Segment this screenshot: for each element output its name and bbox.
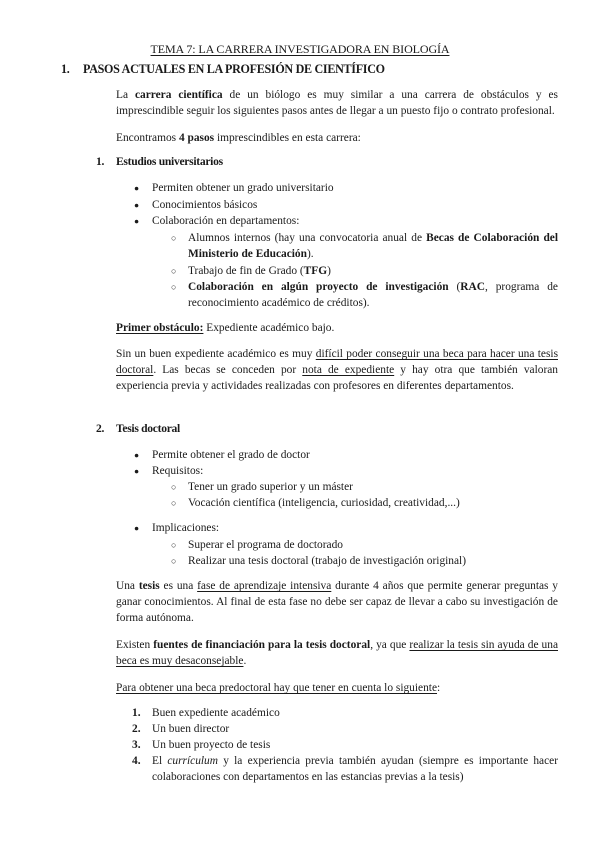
sub-bullet-item [188, 279, 558, 311]
underlined-text: nota de expediente [302, 364, 395, 376]
text-run: . [243, 655, 247, 667]
step-number: 2. [96, 422, 105, 435]
text-run: y la experiencia previa también ayudan (siempre es importante hacer colaboraciones con departamentos en las estancias previas a la tesis) [152, 755, 558, 783]
tesis-paragraph [116, 578, 558, 626]
item-text: Buen expediente académico [152, 707, 280, 719]
bold-term: fuentes de financiación para la tesis doctoral [153, 639, 371, 651]
bullet-item: ● Requisitos: [152, 463, 552, 479]
text-run: . Las becas se conceden por [153, 364, 303, 376]
bold-term: TFG [303, 265, 328, 277]
underlined-text: fase de aprendizaje intensiva [197, 580, 332, 592]
text-run: Existen [116, 639, 154, 651]
text-run: imprescindibles en esta carrera: [214, 132, 361, 144]
bold-term: Colaboración en algún proyecto de investigación [188, 281, 449, 293]
item-number: 3. [132, 739, 141, 751]
text-run: durante 4 años que permite generar preguntas y ganar conocimientos. Al final de esta fase no debe ser capaz de llevar a cabo su investigación de forma autónoma. [116, 580, 559, 624]
numbered-item [132, 753, 558, 785]
obstacle-label: Primer obstáculo: [116, 322, 204, 334]
text-run: Trabajo de fin de Grado ( [188, 265, 304, 277]
expediente-paragraph [116, 346, 558, 394]
bold-term: carrera científica [134, 89, 223, 101]
bullet-item: ● Implicaciones: [152, 520, 552, 536]
underlined-text: realizar la tesis sin ayuda de una beca es muy desaconsejable [116, 639, 558, 667]
text-run: de un biólogo es muy similar a una carrera de obstáculos y es imprescindible seguir los siguientes pasos antes de llegar a un puesto fijo o contrato profesional. [116, 89, 558, 117]
italic-term: currículum [167, 755, 218, 767]
text-run: ). [306, 248, 314, 260]
text-run: Alumnos internos (hay una convocatoria anual de [188, 232, 427, 244]
underlined-text: Para obtener una beca predoctoral hay que tener en cuenta lo siguiente [116, 682, 438, 694]
bullet-item: ● Colaboración en departamentos: [152, 213, 552, 229]
item-number: 4. [132, 755, 141, 767]
sub-bullet-item: ○ Vocación científica (inteligencia, curiosidad, creatividad,...) [188, 495, 558, 511]
sub-bullet-item: ○ Tener un grado superior y un máster [188, 479, 558, 495]
bullet-item: ● Permite obtener el grado de doctor [152, 447, 552, 463]
step-1-heading [96, 155, 223, 168]
obstacle-note [116, 320, 558, 336]
bold-term: Becas de Colaboración del Ministerio de Educación [188, 232, 559, 260]
text-run: es una [159, 580, 198, 592]
numbered-item [132, 721, 558, 737]
section-number: 1. [61, 62, 70, 76]
underlined-text: difícil poder conseguir una beca para hacer una tesis doctoral [116, 348, 558, 376]
bullet-item: ● Permiten obtener un grado universitario [152, 180, 552, 196]
text-run: Expediente académico bajo. [203, 322, 335, 334]
beca-intro-paragraph [116, 680, 558, 696]
bold-term: tesis [138, 580, 160, 592]
text-run: y hay otra que también valoran experiencia previa y actividades realizadas con profesores en diferentes departamentos. [116, 364, 558, 392]
sub-bullet-item: ○ Realizar una tesis doctoral (trabajo de investigación original) [188, 553, 558, 569]
section-heading-1 [61, 62, 385, 77]
sub-bullet-item: ○ Superar el programa de doctorado [188, 537, 558, 553]
text-run: : [437, 682, 441, 694]
item-number: 1. [132, 707, 141, 719]
text-run: Encontramos [116, 132, 179, 144]
step-title: Estudios universitarios [116, 155, 223, 168]
bold-term: 4 pasos [178, 132, 215, 144]
item-text: Un buen director [152, 723, 230, 735]
sub-bullet-item [188, 263, 558, 279]
document-title: TEMA 7: LA CARRERA INVESTIGADORA EN BIOLOGÍA [150, 42, 450, 56]
intro-paragraph [116, 87, 558, 119]
item-number: 2. [132, 723, 141, 735]
financiacion-paragraph [116, 637, 558, 669]
text-run: Una [116, 580, 139, 592]
bold-term: RAC [460, 281, 485, 293]
step-title: Tesis doctoral [116, 422, 180, 435]
step-2-heading [96, 422, 180, 435]
sub-bullet-item [188, 230, 558, 262]
section-title: PASOS ACTUALES EN LA PROFESIÓN DE CIENTÍFICO [83, 62, 385, 76]
text-run: La [116, 89, 135, 101]
text-run: Sin un buen expediente académico es muy [116, 348, 316, 360]
text-run: ) [327, 265, 331, 277]
text-run: El [152, 755, 168, 767]
item-text: Un buen proyecto de tesis [152, 739, 271, 751]
text-run: , ya que [370, 639, 410, 651]
text-run: ( [448, 281, 461, 293]
text-run: , programa de reconocimiento académico de créditos). [188, 281, 558, 309]
steps-intro-paragraph [116, 130, 558, 146]
bullet-item: ● Conocimientos básicos [152, 197, 552, 213]
step-number: 1. [96, 155, 105, 168]
numbered-item [132, 705, 558, 721]
numbered-item [132, 737, 558, 753]
